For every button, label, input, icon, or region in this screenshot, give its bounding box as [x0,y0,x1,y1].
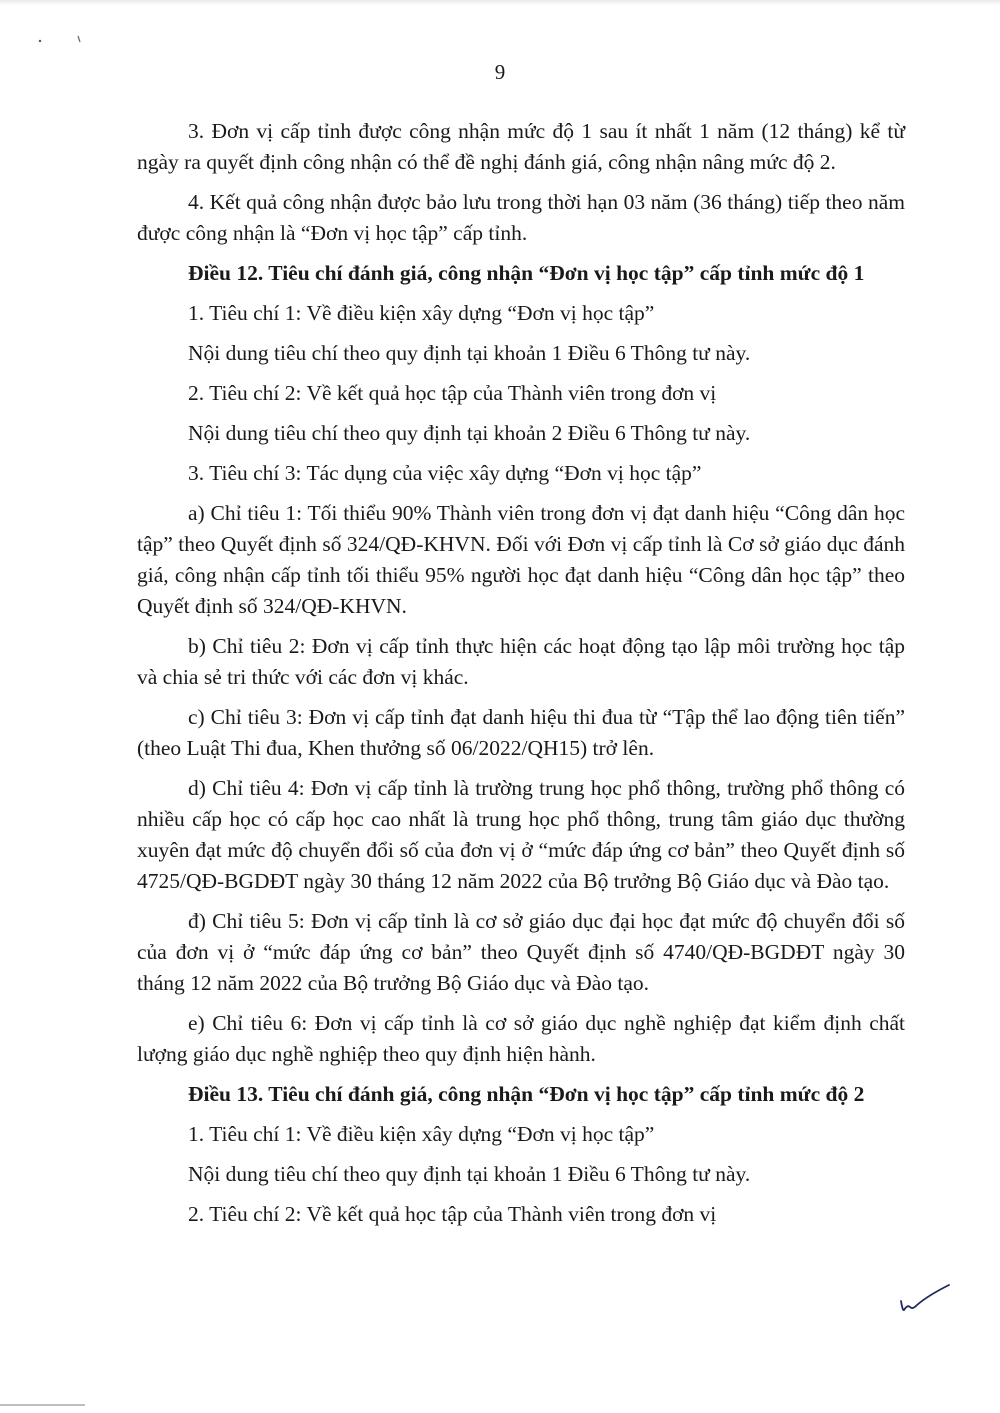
article-heading: Điều 12. Tiêu chí đánh giá, công nhận “Đơn vị học tập” cấp tỉnh mức độ 1 [188,261,865,285]
scan-speck-marks [30,30,90,50]
paragraph: 1. Tiêu chí 1: Về điều kiện xây dựng “Đơn vị học tập” [188,301,655,325]
paragraph: 2. Tiêu chí 2: Về kết quả học tập của Thành viên trong đơn vị [188,381,717,405]
page-number: 9 [494,60,506,84]
paragraph: 4. Kết quả công nhận được bảo lưu trong thời hạn 03 năm (36 tháng) tiếp theo năm được công nhận là “Đơn vị học tập” cấp tỉnh. [137,190,905,245]
article-heading: Điều 13. Tiêu chí đánh giá, công nhận “Đơn vị học tập” cấp tỉnh mức độ 2 [188,1082,865,1106]
paragraph: b) Chỉ tiêu 2: Đơn vị cấp tỉnh thực hiện các hoạt động tạo lập môi trường học tập và chia sẻ tri thức với các đơn vị khác. [137,634,905,689]
paragraph: 2. Tiêu chí 2: Về kết quả học tập của Thành viên trong đơn vị [188,1202,717,1226]
paragraph: e) Chỉ tiêu 6: Đơn vị cấp tỉnh là cơ sở giáo dục nghề nghiệp đạt kiểm định chất lượng giáo dục nghề nghiệp theo quy định hiện hành. [137,1011,905,1066]
document-body [137,116,905,1239]
paragraph: Nội dung tiêu chí theo quy định tại khoản 2 Điều 6 Thông tư này. [188,421,751,445]
paragraph: Nội dung tiêu chí theo quy định tại khoản 1 Điều 6 Thông tư này. [188,1162,751,1186]
scan-bottom-edge [0,1404,85,1406]
paragraph: 1. Tiêu chí 1: Về điều kiện xây dựng “Đơn vị học tập” [188,1122,655,1146]
paragraph: đ) Chỉ tiêu 5: Đơn vị cấp tỉnh là cơ sở giáo dục đại học đạt mức độ chuyển đổi số của đơn vị ở “mức đáp ứng cơ bản” theo Quyết định số 4740/QĐ-BGDĐT ngày 30 tháng 12 năm 2022 của Bộ trưởng Bộ Giáo dục và Đào tạo. [137,909,905,995]
paragraph: 3. Đơn vị cấp tỉnh được công nhận mức độ 1 sau ít nhất 1 năm (12 tháng) kể từ ngày ra quyết định công nhận có thể đề nghị đánh giá, công nhận nâng mức độ 2. [137,119,905,174]
paragraph: d) Chỉ tiêu 4: Đơn vị cấp tỉnh là trường trung học phổ thông, trường phổ thông có nhiều cấp học có cấp học cao nhất là trung học phổ thông, trung tâm giáo dục thường xuyên đạt mức độ chuyển đổi số của đơn vị ở “mức đáp ứng cơ bản” theo Quyết định số 4725/QĐ-BGDĐT ngày 30 tháng 12 năm 2022 của Bộ trưởng Bộ Giáo dục và Đào tạo. [137,776,905,893]
paragraph: Nội dung tiêu chí theo quy định tại khoản 1 Điều 6 Thông tư này. [188,341,751,365]
paragraph: c) Chỉ tiêu 3: Đơn vị cấp tỉnh đạt danh hiệu thi đua từ “Tập thể lao động tiên tiến” (theo Luật Thi đua, Khen thưởng số 06/2022/QH15) trở lên. [137,705,905,760]
paragraph: 3. Tiêu chí 3: Tác dụng của việc xây dựng “Đơn vị học tập” [188,461,702,485]
paragraph: a) Chỉ tiêu 1: Tối thiểu 90% Thành viên trong đơn vị đạt danh hiệu “Công dân học tập” theo Quyết định số 324/QĐ-KHVN. Đối với Đơn vị cấp tỉnh là Cơ sở giáo dục đánh giá, công nhận cấp tỉnh tối thiểu 95% người học đạt danh hiệu “Công dân học tập” theo Quyết định số 324/QĐ-KHVN. [137,501,905,618]
scan-top-edge [0,0,1000,5]
initial-signature-mark [895,1283,955,1319]
